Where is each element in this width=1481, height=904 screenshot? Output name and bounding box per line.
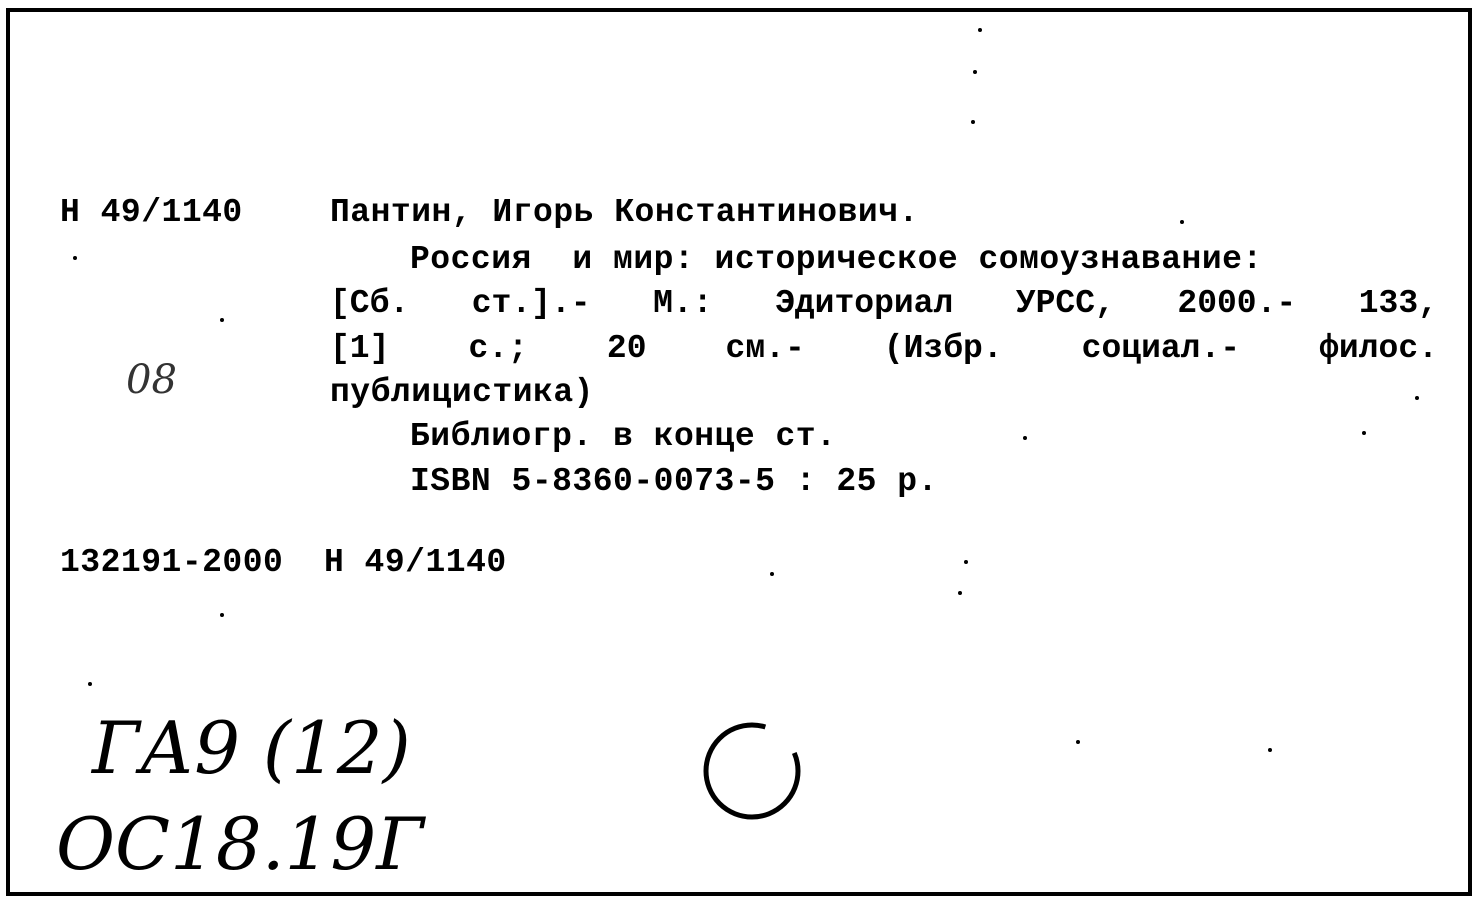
stamp-circle-icon <box>706 725 798 817</box>
word: с.; <box>468 330 528 367</box>
word: 133, <box>1358 285 1438 322</box>
isbn-line: ISBN 5-8360-0073-5 : 25 р. <box>410 463 938 500</box>
handwritten-classification-1: ГА9 (12) <box>92 706 411 790</box>
word: (Избр. <box>883 330 1003 367</box>
handwritten-classification-2: ОС18.19Г <box>56 802 424 886</box>
call-number: Н 49/1140 <box>60 194 243 231</box>
word: ст.].- <box>471 285 591 322</box>
word: [Сб. <box>330 285 410 322</box>
word: филос. <box>1319 330 1438 367</box>
handwritten-margin-mark: 08 <box>126 357 177 403</box>
title-line-1: Россия и мир: историческое сомоузнавание: <box>410 241 1263 278</box>
word: Эдиториал <box>775 285 954 322</box>
word: М.: <box>653 285 713 322</box>
bibliography-note: Библиогр. в конце ст. <box>410 418 837 455</box>
word: УРСС, <box>1015 285 1115 322</box>
word: [1] <box>330 330 390 367</box>
word: см.- <box>725 330 805 367</box>
word: 20 <box>606 330 647 367</box>
author-heading: Пантин, Игорь Константинович. <box>330 194 919 231</box>
scan-speckles <box>73 28 1419 752</box>
word: 2000.- <box>1177 285 1297 322</box>
word: социал.- <box>1081 330 1241 367</box>
title-line-4: публицистика) <box>330 374 594 411</box>
accession-line: 132191-2000 Н 49/1140 <box>60 544 507 581</box>
